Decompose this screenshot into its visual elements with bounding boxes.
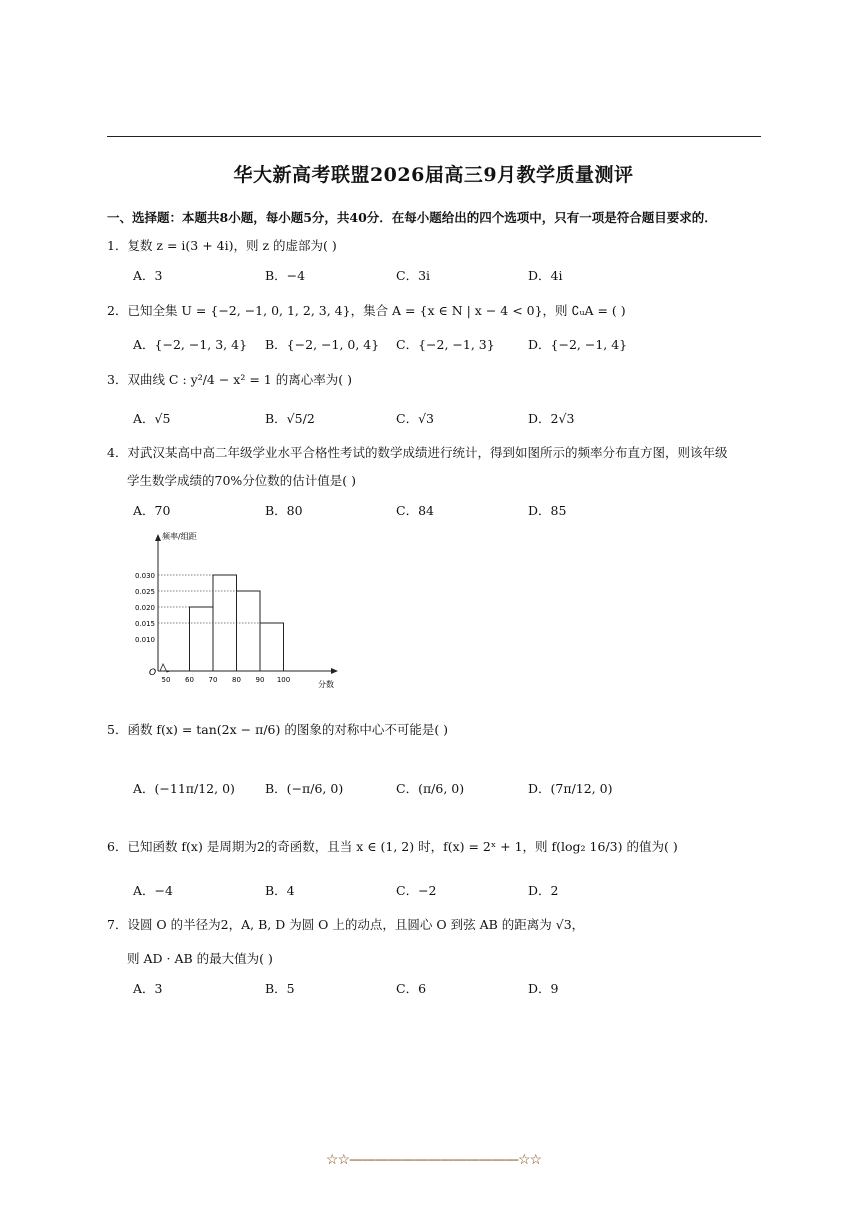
histogram-bar: [190, 607, 214, 671]
y-tick-label: 0.030: [134, 572, 155, 580]
q5-option-b: B．(−π/6, 0): [265, 781, 344, 796]
y-axis-label: 频率/组距: [162, 532, 197, 541]
header-rule: [107, 136, 761, 137]
question-5-stem: 5．函数 f(x) = tan(2x − π/6) 的图象的对称中心不可能是( ): [107, 722, 449, 737]
q2-option-a: A．{−2, −1, 3, 4}: [133, 337, 248, 352]
question-1-stem: 1．复数 z = i(3 + 4i)，则 z 的虚部为( ): [107, 238, 337, 253]
y-tick-label: 0.020: [134, 604, 155, 612]
q1-option-b: B．−4: [265, 268, 306, 283]
exam-title: 华大新高考联盟2026届高三9月教学质量测评: [233, 164, 634, 186]
question-7-stem-line2: 则 AD · AB 的最大值为( ): [127, 951, 273, 966]
section-heading: 一、选择题：本题共8小题，每小题5分，共40分．在每小题给出的四个选项中，只有一项是符合题目要求的．: [107, 210, 717, 225]
q1-option-c: C．3i: [396, 268, 431, 283]
x-tick-label: 70: [208, 676, 218, 684]
x-tick-label: 90: [255, 676, 265, 684]
question-4-stem-line2: 学生数学成绩的70%分位数的估计值是( ): [127, 473, 357, 488]
q6-option-c: C．−2: [396, 883, 437, 898]
y-axis-arrow: [155, 534, 161, 541]
y-tick-label: 0.015: [134, 620, 155, 628]
footer-decoration: ☆☆—————————————☆☆: [325, 1152, 542, 1168]
q2-option-c: C．{−2, −1, 3}: [396, 337, 495, 352]
x-tick-label: 50: [161, 676, 171, 684]
q5-option-a: A．(−11π/12, 0): [133, 781, 235, 796]
histogram-bar: [237, 591, 261, 671]
question-3-stem: 3．双曲线 C : y²/4 − x² = 1 的离心率为( ): [107, 372, 352, 387]
question-7-stem-line1: 7．设圆 O 的半径为2，A, B, D 为圆 O 上的动点，且圆心 O 到弦 AB 的距离为 √3，: [107, 917, 585, 932]
q3-option-d: D．2√3: [528, 411, 575, 426]
q6-option-b: B．4: [265, 883, 295, 898]
question-4-stem-line1: 4．对武汉某高中高二年级学业水平合格性考试的数学成绩进行统计，得到如图所示的频率分布直方图，则该年级: [107, 445, 728, 460]
q5-option-d: D．(7π/12, 0): [528, 781, 613, 796]
q1-option-a: A．3: [133, 268, 163, 283]
x-tick-label: 80: [232, 676, 241, 684]
q4-option-b: B．80: [265, 503, 303, 518]
origin-label: O: [149, 668, 157, 678]
q2-option-b: B．{−2, −1, 0, 4}: [265, 337, 380, 352]
q2-option-d: D．{−2, −1, 4}: [528, 337, 628, 352]
q4-option-c: C．84: [396, 503, 434, 518]
q7-option-c: C．6: [396, 981, 427, 996]
q4-option-a: A．70: [133, 503, 171, 518]
x-tick-label: 100: [276, 676, 291, 684]
question-2-stem: 2．已知全集 U = {−2, −1, 0, 1, 2, 3, 4}，集合 A = {x ∈ N | x − 4 < 0}，则 ∁ᵤA = ( ): [107, 303, 626, 318]
q4-option-d: D．85: [528, 503, 567, 518]
x-tick-label: 60: [185, 676, 194, 684]
q7-option-d: D．9: [528, 981, 559, 996]
y-tick-label: 0.025: [134, 588, 155, 596]
x-axis-arrow: [331, 668, 338, 674]
q6-option-a: A．−4: [133, 883, 173, 898]
q5-option-c: C．(π/6, 0): [396, 781, 465, 796]
question-6-stem: 6．已知函数 f(x) 是周期为2的奇函数，且当 x ∈ (1, 2) 时，f(x) = 2ˣ + 1，则 f(log₂ 16/3) 的值为( ): [107, 839, 678, 854]
q7-option-b: B．5: [265, 981, 295, 996]
histogram-bar: [260, 623, 284, 671]
frequency-histogram: [125, 528, 355, 693]
x-axis-label: 分数: [318, 680, 334, 689]
q3-option-a: A．√5: [133, 411, 171, 426]
q1-option-d: D．4i: [528, 268, 563, 283]
q6-option-d: D．2: [528, 883, 559, 898]
q3-option-b: B．√5/2: [265, 411, 315, 426]
q3-option-c: C．√3: [396, 411, 434, 426]
q7-option-a: A．3: [133, 981, 163, 996]
y-tick-label: 0.010: [134, 636, 155, 644]
